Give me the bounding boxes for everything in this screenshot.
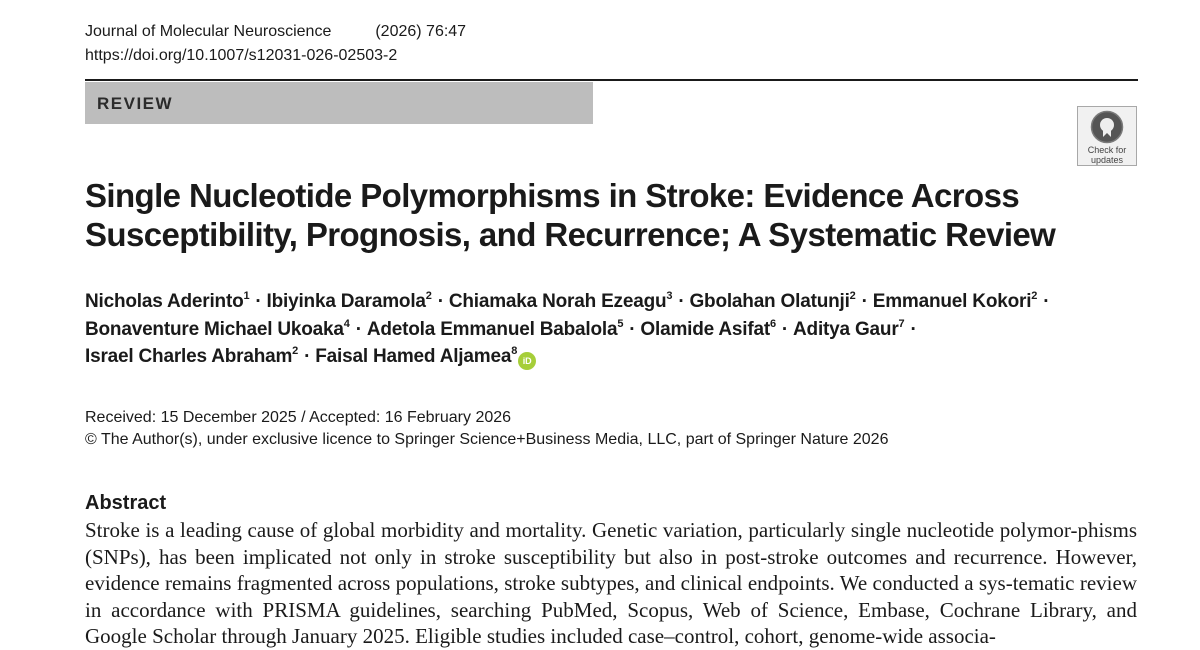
author-separator: · xyxy=(861,291,868,312)
author-name[interactable]: Aditya Gaur xyxy=(793,318,899,340)
author-name[interactable]: Olamide Asifat xyxy=(640,318,770,340)
affiliation-marker[interactable]: 2 xyxy=(849,290,856,302)
author-name[interactable]: Nicholas Aderinto xyxy=(85,291,244,312)
article-title: Single Nucleotide Polymorphisms in Stroke: Evidence Across Susceptibility, Prognosis, and Recurrence; A Systematic Review xyxy=(85,177,1056,253)
author-separator: · xyxy=(629,318,636,340)
affiliation-marker[interactable]: 2 xyxy=(425,290,432,302)
doi-link[interactable]: https://doi.org/10.1007/s12031-026-02503-2 xyxy=(85,47,398,64)
author-name[interactable]: Bonaventure Michael Ukoaka xyxy=(85,318,344,340)
abstract-text: Stroke is a leading cause of global morbidity and mortality. Genetic variation, particularly single nucleotide polymor-phisms (SNPs), has been implicated not only in stroke susceptibility but also in post-stroke outcomes and recurrence. However, evidence remains fragmented across populations, stroke subtypes, and clinical endpoints. We conducted a sys-tematic review in accordance with PRISMA guidelines, searching PubMed, Scopus, Web of Science, Embase, Cochrane Library, and Google Scholar through January 2025. Eligible studies included case–control, cohort, genome-wide associa- xyxy=(85,518,1137,649)
affiliation-marker[interactable]: 2 xyxy=(292,345,299,357)
author-name[interactable]: Chiamaka Norah Ezeagu xyxy=(448,291,667,312)
check-for-updates-button[interactable] xyxy=(1077,106,1137,166)
abstract-heading: Abstract xyxy=(85,492,167,514)
article-type-band: REVIEW xyxy=(85,82,593,124)
affiliation-marker[interactable]: 1 xyxy=(243,290,250,302)
header-rule xyxy=(85,79,1138,81)
journal-volume: (2026) 76:47 xyxy=(375,23,467,40)
author-name[interactable]: Ibiyinka Daramola xyxy=(266,291,426,312)
author-separator: · xyxy=(255,291,262,312)
author-name[interactable]: Adetola Emmanuel Babalola xyxy=(366,318,618,340)
affiliation-marker[interactable]: 4 xyxy=(343,317,350,330)
author-separator: · xyxy=(437,291,444,312)
author-separator: · xyxy=(1043,291,1050,312)
author-separator: · xyxy=(781,318,789,340)
author-name[interactable]: Gbolahan Olatunji xyxy=(689,291,850,312)
affiliation-marker[interactable]: 6 xyxy=(769,317,776,330)
affiliation-marker[interactable]: 2 xyxy=(1031,290,1038,302)
author-separator: · xyxy=(355,318,362,340)
journal-name: Journal of Molecular Neuroscience xyxy=(85,23,332,40)
author-name[interactable]: Israel Charles Abraham xyxy=(85,346,293,367)
author-name[interactable]: Faisal Hamed Aljamea xyxy=(315,346,512,367)
journal-citation xyxy=(85,22,466,42)
orcid-icon[interactable]: iD xyxy=(518,352,536,370)
author-separator: · xyxy=(678,291,685,312)
author-list xyxy=(85,288,1145,371)
updates-label: updates xyxy=(1090,155,1124,165)
author-separator: · xyxy=(910,318,917,340)
check-for-updates-icon xyxy=(1090,110,1124,144)
received-accepted-dates: Received: 15 December 2025 / Accepted: 16 February 2026 xyxy=(85,409,512,426)
affiliation-marker[interactable]: 8 xyxy=(511,345,518,357)
check-for-label: Check for xyxy=(1087,145,1127,155)
author-name[interactable]: Emmanuel Kokori xyxy=(872,291,1032,312)
author-separator: · xyxy=(304,346,311,367)
affiliation-marker[interactable]: 5 xyxy=(617,317,624,330)
affiliation-marker[interactable]: 3 xyxy=(666,290,673,302)
affiliation-marker[interactable]: 7 xyxy=(898,317,905,330)
copyright-notice: © The Author(s), under exclusive licence to Springer Science+Business Media, LLC, part of Springer Nature 2026 xyxy=(85,431,889,448)
